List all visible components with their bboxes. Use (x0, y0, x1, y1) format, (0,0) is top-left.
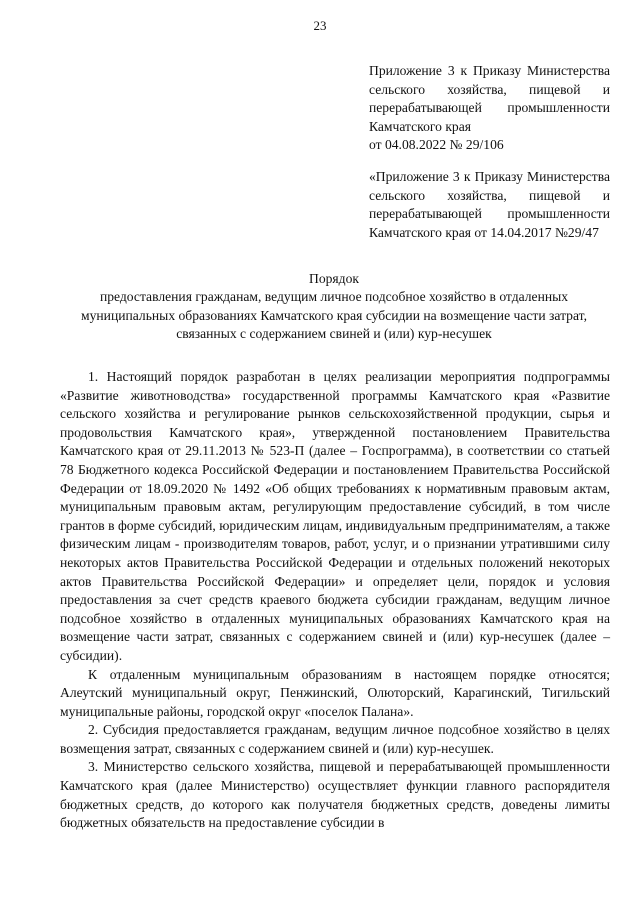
paragraph-2: 2. Субсидия предоставляется гражданам, ведущим личное подсобное хозяйство в целях возмещения затрат, связанных с содержанием свиней и (или) кур-несушек. (60, 722, 610, 756)
paragraph-1: 1. Настоящий порядок разработан в целях реализации мероприятия подпрограммы «Развитие животноводства» государственной программы Камчатского края «Развитие сельского хозяйства и регулирование рынков сельскохозяйственной продукции, сырья и продовольствия Камчатского края», утвержденной постановлением Правительства Камчатского края от 29.11.2013 № 523-П (далее – Госпрограмма), в соответствии со статьей 78 Бюджетного кодекса Российской Федерации и постановлением Правительства Российской Федерации от 18.09.2020 № 1492 «Об общих требованиях к нормативным правовым актам, муниципальным правовым актам, регулирующим предоставление субсидий, в том числе грантов в форме субсидий, юридическим лицам, индивидуальным предпринимателям, а также физическим лицам - производителям товаров, работ, услуг, и о признании утратившими силу некоторых актов Правительства Российской Федерации и отдельных положений некоторых актов Правительства Российской Федерации» и определяет цели, порядок и условия предоставления за счет средств краевого бюджета субсидии гражданам, ведущим личное подсобное хозяйство в отдаленных муниципальных образованиях Камчатского края на возмещение части затрат, связанных с содержанием свиней и (или) кур-несушек (далее – субсидии). (60, 369, 610, 663)
appendix-current-line: Приложение 3 к Приказу Министерства сельского хозяйства, пищевой и перерабатывающей промышленности Камчатского края (369, 63, 610, 134)
document-heading: Порядок (309, 271, 359, 286)
appendix-original-reference (369, 168, 610, 242)
document-subtitle: предоставления гражданам, ведущим личное подсобное хозяйство в отдаленных муниципальных образованиях Камчатского края субсидии на возмещение части затрат, связанных с содержанием свиней и (или) кур-несушек (81, 289, 587, 341)
appendix-current-reference (369, 62, 610, 155)
page-number: 23 (313, 18, 327, 33)
paragraph-remote-municipalities: К отдаленным муниципальным образованиям в настоящем порядке относятся; Алеутский муниципальный округ, Пенжинский, Олюторский, Карагинский, Тигильский муниципальные районы, городской округ «поселок Палана». (60, 666, 610, 719)
appendix-current-line: от 04.08.2022 № 29/106 (369, 137, 504, 152)
appendix-original-line: «Приложение 3 к Приказу Министерства сельского хозяйства, пищевой и перерабатывающей промышленности Камчатского края от 14.04.2017 №29/47 (369, 169, 610, 240)
document-body (60, 368, 610, 833)
paragraph-3: 3. Министерство сельского хозяйства, пищевой и перерабатывающей промышленности Камчатского края (далее Министерство) осуществляет функции главного распорядителя бюджетных средств, до которого как получателя бюджетных средств, доведены лимиты бюджетных обязательств на предоставление субсидии в (60, 759, 610, 831)
document-title-block (60, 270, 608, 343)
